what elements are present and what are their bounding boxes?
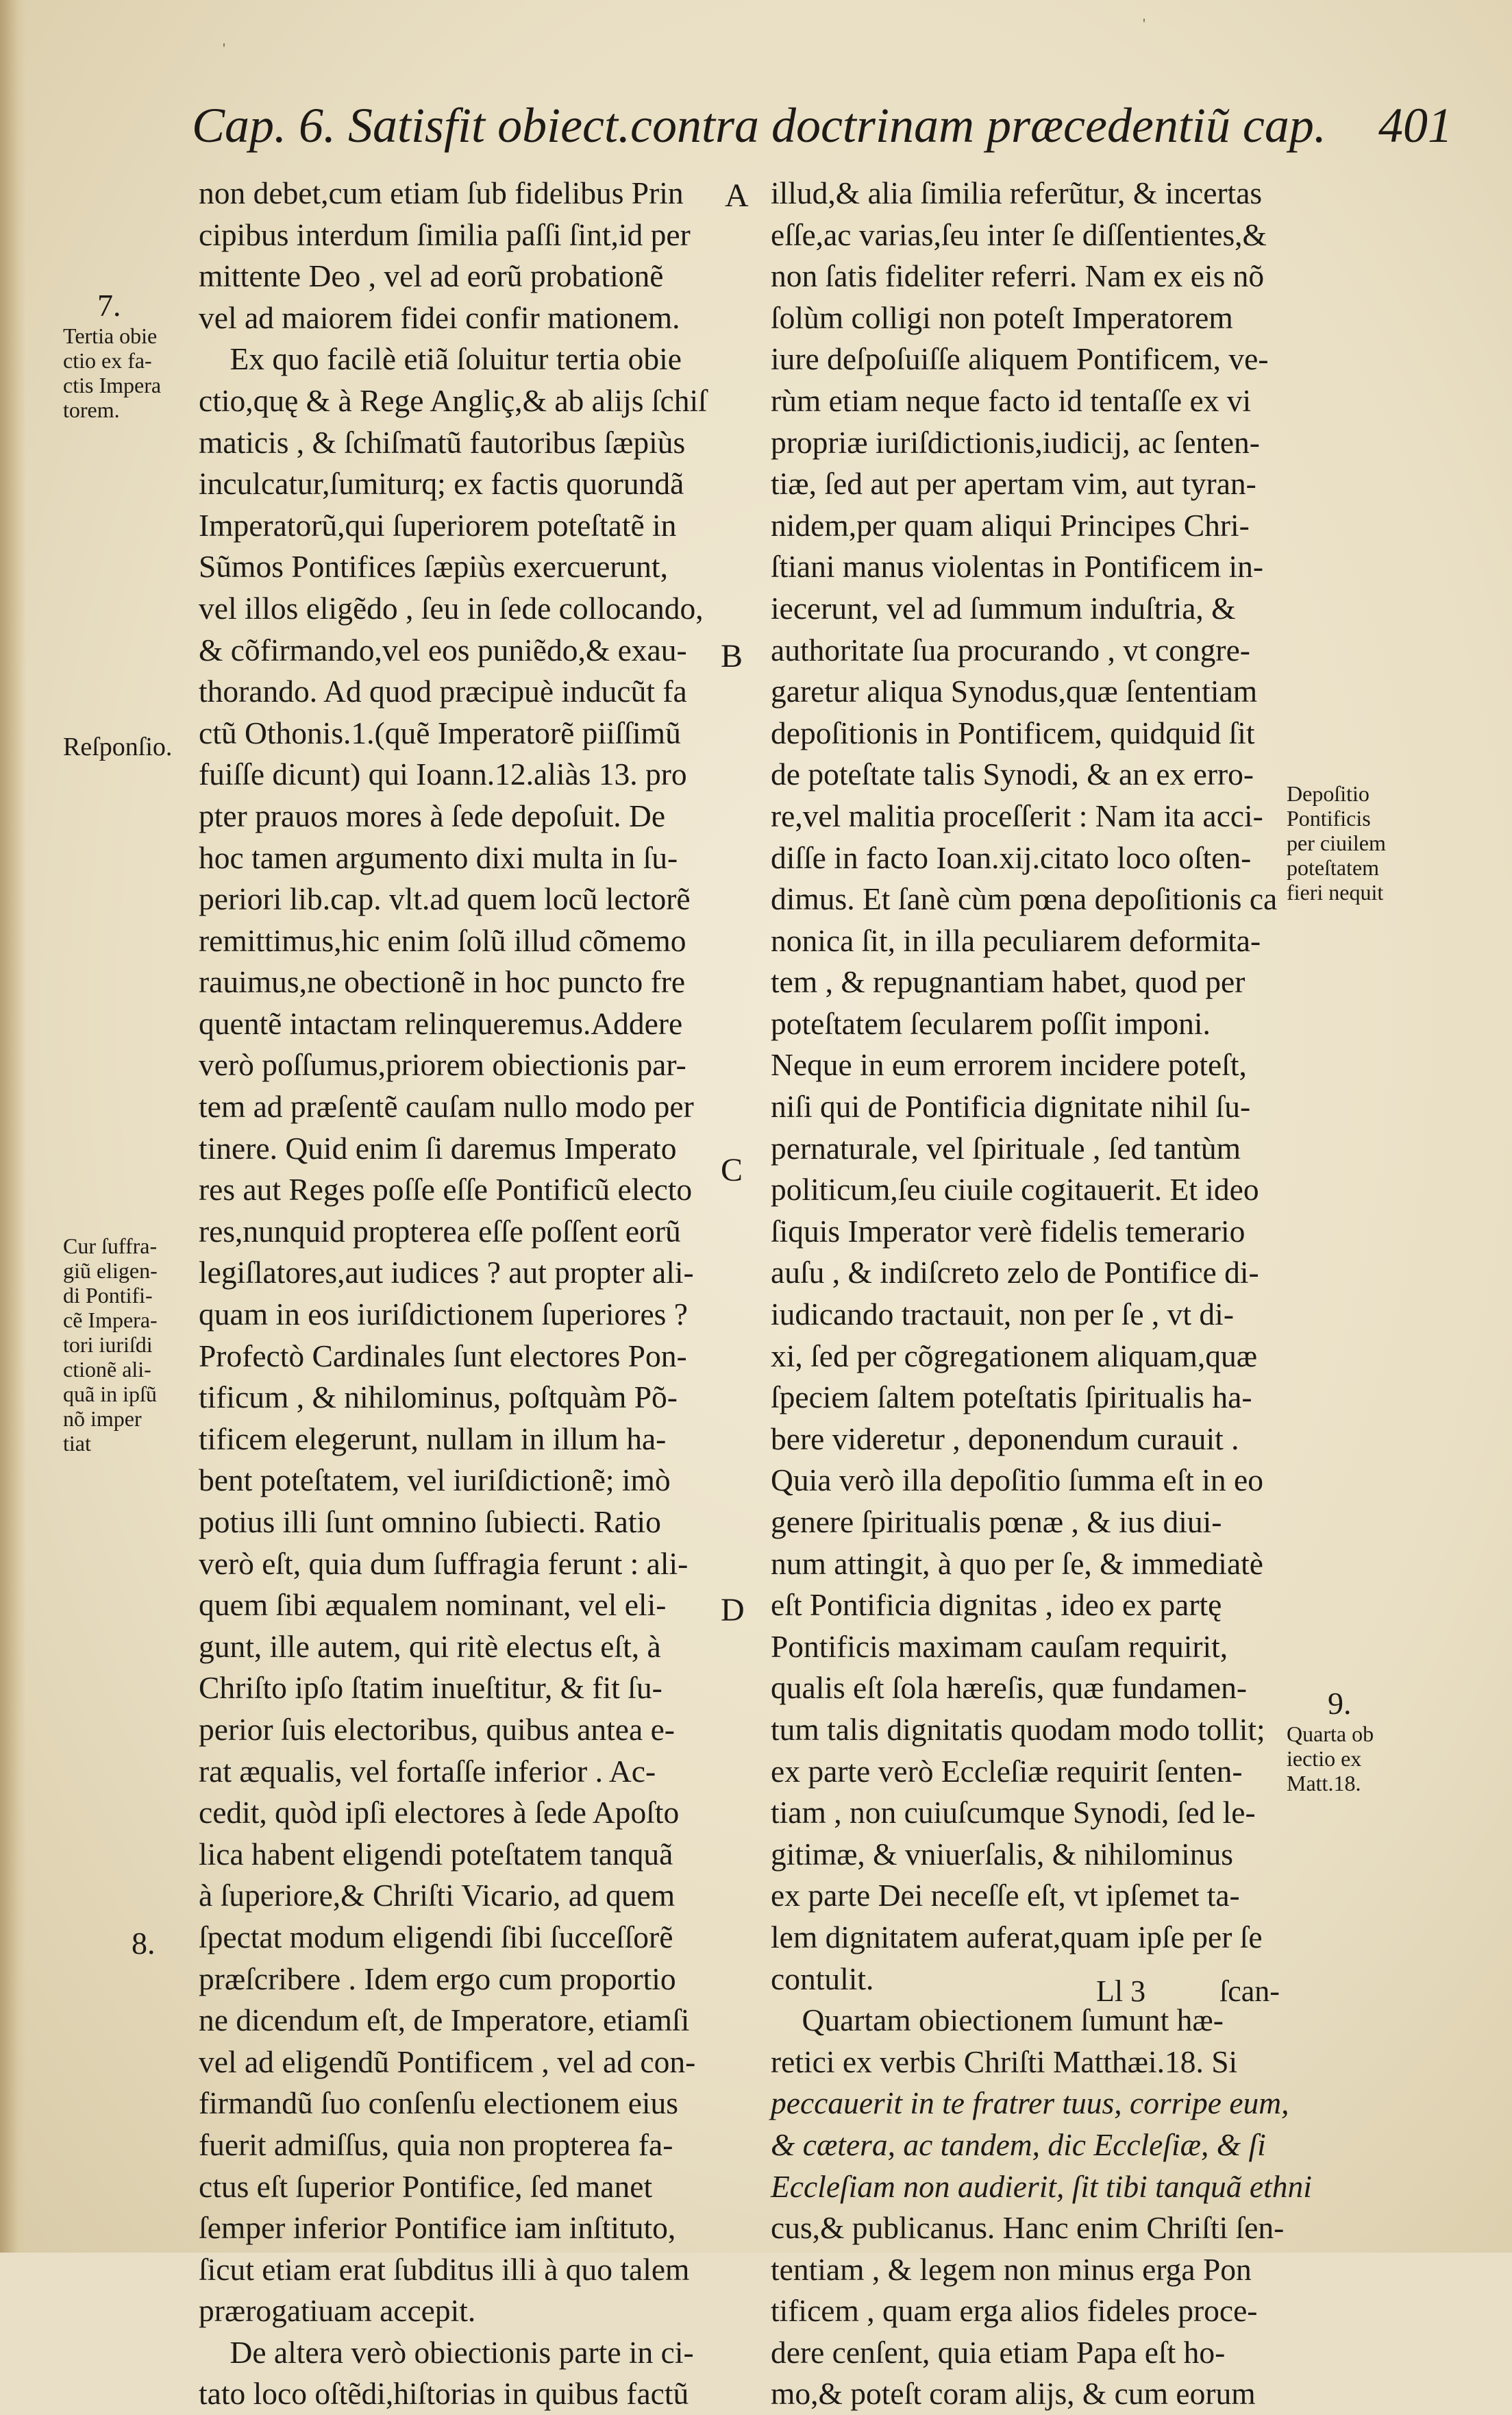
text-line: Ex quo facilè etiã ſoluitur tertia obie xyxy=(199,341,682,377)
text-line: propriæ iuriſdictionis,iudicij, ac ſenten- xyxy=(771,424,1260,460)
margin-note-line: Matt.18. xyxy=(1287,1771,1361,1795)
text-line: rat æqualis, vel fortaſſe inferior . Ac- xyxy=(199,1753,656,1789)
text-line: ctio,quę & à Rege Angliç,& ab alijs ſchiſ xyxy=(199,382,707,418)
text-line: ſpeciem ſaltem poteſtatis ſpiritualis ha- xyxy=(771,1380,1252,1415)
text-line: & cõfirmando,vel eos puniẽdo,& exau- xyxy=(199,632,687,667)
text-line: nonica ſit, in illa peculiarem deformita- xyxy=(771,922,1261,958)
page-gutter-shadow xyxy=(0,0,26,2253)
text-line: gitimæ, & vniuerſalis, & nihilominus xyxy=(771,1836,1233,1872)
text-line: thorando. Ad quod præcipuè inducũt fa xyxy=(199,674,687,709)
text-line: tem , & repugnantiam habet, quod per xyxy=(771,964,1245,1000)
text-line: authoritate ſua procurando , vt congre- xyxy=(771,632,1250,667)
section-letter-b: B xyxy=(721,638,743,674)
text-line: lica habent eligendi poteſtatem tanquã xyxy=(199,1836,673,1872)
text-line: prærogatiuam accepit. xyxy=(199,2293,476,2329)
text-line: ex parte verò Eccleſiæ requirit ſenten- xyxy=(771,1753,1243,1789)
text-line: depoſitionis in Pontificem, quidquid ſit xyxy=(771,715,1255,750)
ink-speck: ' xyxy=(223,40,225,57)
text-line: rùm etiam neque facto id tentaſſe ex vi xyxy=(771,382,1252,418)
margin-note-line: iectio ex xyxy=(1287,1746,1362,1771)
text-line: qualis eſt ſola hæreſis, quæ fundamen- xyxy=(771,1670,1248,1706)
text-line: iudicando tractauit, non per ſe , vt di- xyxy=(771,1297,1234,1332)
text-line: re,vel malitia proceſſerit : Nam ita acci- xyxy=(771,798,1263,833)
text-line: præſcribere . Idem ergo cum proportio xyxy=(199,1961,676,1996)
text-line: genere ſpiritualis pœnæ , & ius diui- xyxy=(771,1504,1222,1539)
text-line: tato loco oſtẽdi,hiſtorias in quibus factũ xyxy=(199,2376,689,2412)
text-line: periori lib.cap. vlt.ad quem locũ lectorẽ xyxy=(199,881,691,917)
text-line: ctũ Othonis.1.(quẽ Imperatorẽ piiſſimũ xyxy=(199,715,681,750)
text-line: tificum , & nihilominus, poſtquàm Põ- xyxy=(199,1380,678,1415)
running-head-title: Cap. 6. Satisfit obiect.contra doctrinam præcedentiũ cap. xyxy=(192,98,1326,153)
text-line: remittimus,hic enim ſolũ illud cõmemo xyxy=(199,922,686,958)
text-line: tentiam , & legem non minus erga Pon xyxy=(771,2251,1252,2287)
text-line: potius illi ſunt omnino ſubiecti. Ratio xyxy=(199,1504,661,1539)
text-line: cipibus interdum ſimilia paſſi ſint,id per xyxy=(199,217,691,252)
text-line: quam in eos iuriſdictionem ſuperiores ? xyxy=(199,1297,688,1332)
text-line: ex parte Dei neceſſe eſt, vt ipſemet ta- xyxy=(771,1878,1240,1913)
text-line: vel illos eligẽdo , ſeu in ſede collocando, xyxy=(199,590,704,626)
text-line: mittente Deo , vel ad eorũ probationẽ xyxy=(199,258,664,294)
text-line: res aut Reges poſſe eſſe Pontificũ electo xyxy=(199,1172,693,1208)
text-line: bent poteſtatem, vel iuriſdictionẽ; imò xyxy=(199,1462,671,1498)
margin-note-line: giũ eligen- xyxy=(63,1258,158,1283)
text-line: vel ad eligendũ Pontificem , vel ad con- xyxy=(199,2044,696,2079)
margin-note-line: fieri nequit xyxy=(1287,880,1384,905)
margin-note-depositio xyxy=(1287,781,1444,905)
text-line: rauimus,ne obectionẽ in hoc puncto fre xyxy=(199,964,686,1000)
text-line: vel ad maiorem fidei confir mationem. xyxy=(199,299,680,335)
text-line: non ſatis fideliter referri. Nam ex eis nõ xyxy=(771,258,1265,294)
text-line: gunt, ille autem, qui ritè electus eſt, à xyxy=(199,1628,661,1664)
text-line: fuiſſe dicunt) qui Ioann.12.aliàs 13. pro xyxy=(199,757,687,792)
margin-note-line: ctis Impera xyxy=(63,373,162,397)
margin-note-line: ctionẽ ali- xyxy=(63,1357,151,1382)
text-line: quentẽ intactam relinqueremus.Addere xyxy=(199,1005,683,1041)
text-line: tificem , quam erga alios fideles proce- xyxy=(771,2293,1258,2329)
text-line: legiſlatores,aut iudices ? aut propter ali- xyxy=(199,1255,694,1290)
text-line: Quia verò illa depoſitio ſumma eſt in eo xyxy=(771,1462,1263,1498)
margin-note-line: ctio ex fa- xyxy=(63,348,152,373)
text-line: cus,& publicanus. Hanc enim Chriſti ſen- xyxy=(771,2210,1285,2246)
ink-speck: ' xyxy=(1143,15,1145,32)
section-letter-d: D xyxy=(721,1592,745,1628)
margin-note-line: tori iuriſdi xyxy=(63,1332,153,1357)
text-line: iecerunt, vel ad ſummum induſtria, & xyxy=(771,590,1236,626)
margin-note-line: Pontificis xyxy=(1287,806,1371,831)
text-line: politicum,ſeu ciuile cogitauerit. Et ideo xyxy=(771,1172,1259,1208)
margin-note-number: 7. xyxy=(97,288,121,323)
text-line: quem ſibi æqualem nominant, vel eli- xyxy=(199,1587,667,1623)
text-line: ſiquis Imperator verè fidelis temerario xyxy=(771,1213,1245,1249)
margin-note-line: Depoſitio xyxy=(1287,781,1370,806)
signature-mark: Ll 3 xyxy=(1096,1974,1146,2008)
text-line: perior ſuis electoribus, quibus antea e- xyxy=(199,1711,675,1747)
margin-note-line: di Pontifi- xyxy=(63,1283,153,1308)
section-letter-a: A xyxy=(725,177,749,214)
text-line: de poteſtate talis Synodi, & an ex erro- xyxy=(771,757,1254,792)
text-line: mo,& poteſt coram alijs, & cum eorum xyxy=(771,2376,1256,2412)
text-line: Chriſto ipſo ſtatim inueſtitur, & fit ſu- xyxy=(199,1670,662,1706)
text-line: num attingit, à quo per ſe, & immediatè xyxy=(771,1545,1263,1581)
margin-note-line: poteſtatem xyxy=(1287,855,1380,880)
text-line: Quartam obiectionem ſumunt hæ- xyxy=(771,2002,1224,2038)
margin-note-line: Cur ſuffra- xyxy=(63,1234,158,1258)
text-column-left xyxy=(199,173,733,2415)
text-line: nidem,per quam aliqui Principes Chri- xyxy=(771,507,1250,543)
text-line: niſi qui de Pontificia dignitate nihil ſu- xyxy=(771,1089,1251,1125)
text-line: eſſe,ac varias,ſeu inter ſe diſſentientes,& xyxy=(771,217,1267,252)
text-line: pernaturale, vel ſpirituale , ſed tantùm xyxy=(771,1130,1241,1166)
text-line: lem dignitatem auferat,quam ipſe per ſe xyxy=(771,1919,1263,1954)
text-line: cedit, quòd ipſi electores à ſede Apoſto xyxy=(199,1795,680,1830)
text-line: à ſuperiore,& Chriſti Vicario, ad quem xyxy=(199,1878,676,1913)
margin-note-line: Tertia obie xyxy=(63,323,158,348)
margin-note-9 xyxy=(1287,1686,1444,1795)
text-line: garetur aliqua Synodus,quæ ſententiam xyxy=(771,674,1258,709)
text-line: Imperatorũ,qui ſuperiorem poteſtatẽ in xyxy=(199,507,677,543)
text-line: ſtiani manus violentas in Pontificem in- xyxy=(771,549,1264,585)
text-line: bere videretur , deponendum curauit . xyxy=(771,1421,1239,1456)
running-head xyxy=(192,88,1452,163)
text-line: ſolùm colligi non poteſt Imperatorem xyxy=(771,299,1233,335)
text-line: Neque in eum errorem incidere poteſt, xyxy=(771,1047,1247,1083)
text-line: tum talis dignitatis quodam modo tollit; xyxy=(771,1711,1265,1747)
text-line: hoc tamen argumento dixi multa in ſu- xyxy=(199,839,678,875)
text-line: dere cenſent, quia etiam Papa eſt ho- xyxy=(771,2334,1226,2370)
text-line: Profectò Cardinales ſunt electores Pon- xyxy=(199,1338,687,1373)
text-line: contulit. xyxy=(771,1961,874,1996)
text-line: ſpectat modum eligendi ſibi ſucceſſorẽ xyxy=(199,1919,673,1954)
text-line: Sũmos Pontifices ſæpiùs exercuerunt, xyxy=(199,549,668,585)
margin-note-line: per ciuilem xyxy=(1287,831,1386,855)
text-line: tem ad præſentẽ cauſam nullo modo per xyxy=(199,1089,694,1125)
text-line: inculcatur,ſumiturq; ex factis quorundã xyxy=(199,466,684,502)
text-line: tiæ, ſed aut per apertam vim, aut tyran- xyxy=(771,466,1256,502)
text-line: eſt Pontificia dignitas , ideo ex partę xyxy=(771,1587,1222,1623)
margin-note-line: tiat xyxy=(63,1431,91,1456)
margin-note-line: cẽ Impera- xyxy=(63,1308,158,1332)
text-line: peccauerit in te fratrer tuus, corripe eum, xyxy=(771,2085,1289,2121)
margin-note-line: nõ imper xyxy=(63,1406,142,1431)
margin-note-cur xyxy=(63,1234,200,1456)
text-line: poteſtatem ſecularem poſſit imponi. xyxy=(771,1005,1211,1041)
text-line: illud,& alia ſimilia referũtur, & incertas xyxy=(771,175,1263,210)
text-line: tificem elegerunt, nullam in illum ha- xyxy=(199,1421,667,1456)
text-line: pter prauos mores à ſede depoſuit. De xyxy=(199,798,666,833)
text-line: De altera verò obiectionis parte in ci- xyxy=(199,2334,694,2370)
margin-note-line: Quarta ob xyxy=(1287,1721,1374,1746)
text-line: retici ex verbis Chriſti Matthæi.18. Si xyxy=(771,2044,1238,2079)
text-line: ne dicendum eſt, de Imperatore, etiamſi xyxy=(199,2002,690,2038)
text-line: xi, ſed per cõgregationem aliquam,quæ xyxy=(771,1338,1258,1373)
text-line: ſemper inferior Pontifice iam inſtituto, xyxy=(199,2210,676,2246)
margin-note-line: quã in ipſũ xyxy=(63,1382,157,1406)
text-line: iure deſpoſuiſſe aliquem Pontificem, ve- xyxy=(771,341,1269,377)
text-line: maticis , & ſchiſmatũ fautoribus ſæpiùs xyxy=(199,424,686,460)
folio-number: 401 xyxy=(1378,98,1452,153)
text-line: ſicut etiam erat ſubditus illi à quo talem xyxy=(199,2251,690,2287)
text-line: res,nunquid propterea eſſe poſſent eorũ xyxy=(199,1213,681,1249)
text-line: verò poſſumus,priorem obiectionis par- xyxy=(199,1047,686,1083)
text-line: tinere. Quid enim ſi daremus Imperato xyxy=(199,1130,677,1166)
margin-note-7 xyxy=(63,288,200,422)
text-line: tiam , non cuiuſcumque Synodi, ſed le- xyxy=(771,1795,1256,1830)
text-column-right xyxy=(771,173,1312,2415)
margin-note-line: torem. xyxy=(63,397,120,422)
text-line: Eccleſiam non audierit, ſit tibi tanquã ethni xyxy=(771,2168,1312,2204)
text-line: firmandũ ſuo conſenſu electionem eius xyxy=(199,2085,678,2121)
text-line: fuerit admiſſus, quia non propterea fa- xyxy=(199,2126,673,2162)
text-line: auſu , & indiſcreto zelo de Pontifice di- xyxy=(771,1255,1259,1290)
text-line: & cætera, ac tandem, dic Eccleſiæ, & ſi xyxy=(771,2126,1266,2162)
text-line: Pontificis maximam cauſam requirit, xyxy=(771,1628,1228,1664)
section-letter-c: C xyxy=(721,1152,743,1188)
margin-note-responsio: Reſponſio. xyxy=(63,733,173,761)
text-line: ctus eſt ſuperior Pontifice, ſed manet xyxy=(199,2168,653,2204)
margin-note-number: 9. xyxy=(1328,1686,1352,1721)
text-line: diſſe in facto Ioan.xij.citato loco oſten- xyxy=(771,839,1252,875)
margin-note-8-number: 8. xyxy=(132,1926,156,1961)
text-line: dimus. Et ſanè cùm pœna depoſitionis ca xyxy=(771,881,1278,917)
text-line: non debet,cum etiam ſub fidelibus Prin xyxy=(199,175,684,210)
text-line: verò eſt, quia dum ſuffragia ferunt : ali- xyxy=(199,1545,689,1581)
catchword: ſcan- xyxy=(1219,1974,1280,2008)
